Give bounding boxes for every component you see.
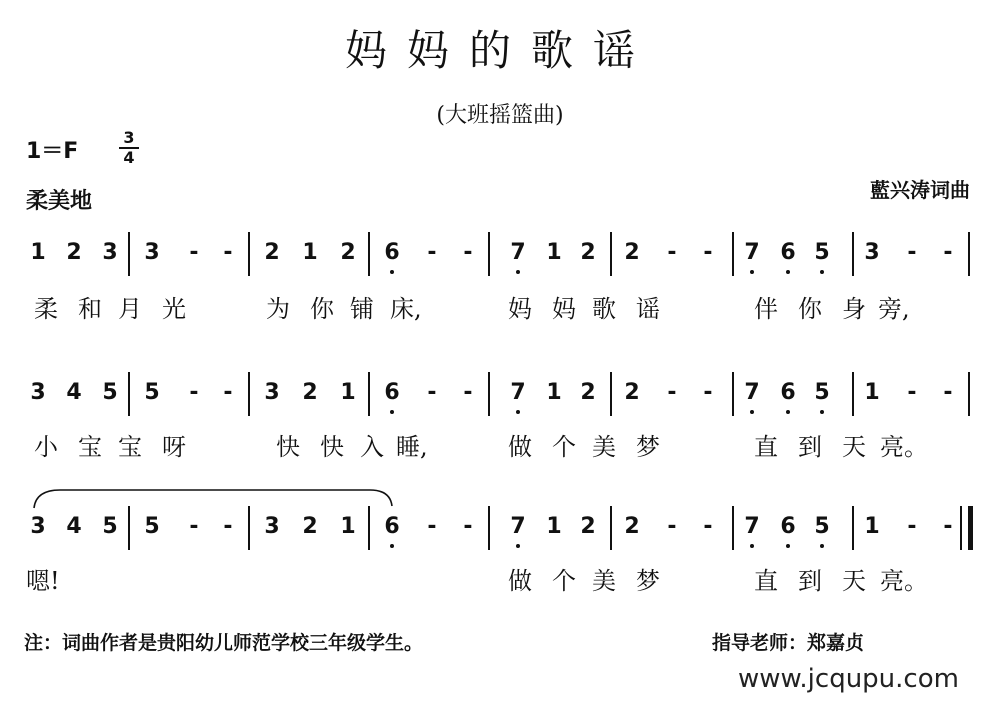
note: 3 [144, 240, 160, 265]
note-dash: - [667, 514, 677, 539]
lyric: 美 [592, 567, 616, 595]
lyric: 做 [508, 433, 532, 461]
note-dash: - [189, 240, 199, 265]
lyric: 小 [34, 433, 58, 461]
barline [610, 372, 612, 416]
note: 5 [102, 514, 118, 539]
lower-octave-dot [390, 544, 394, 548]
note: 4 [66, 380, 82, 405]
note: 5 [102, 380, 118, 405]
note: 3 [264, 380, 280, 405]
note: 2 [580, 514, 596, 539]
note: 2 [580, 380, 596, 405]
lyric: 和 [78, 295, 102, 323]
lower-octave-dot [390, 410, 394, 414]
lower-octave-dot [820, 410, 824, 414]
lyric: 睡, [396, 433, 428, 461]
note: 7 [740, 240, 764, 266]
note-dash: - [427, 514, 437, 539]
note: 2 [66, 240, 82, 265]
lower-octave-dot [786, 270, 790, 274]
lyric: 呀 [162, 433, 186, 461]
lyric: 旁, [878, 295, 910, 323]
barline [368, 506, 370, 550]
lower-octave-dot [516, 270, 520, 274]
note: 7 [506, 240, 530, 266]
barline [368, 372, 370, 416]
final-barline-thick [960, 506, 962, 550]
note: 2 [580, 240, 596, 265]
barline [968, 372, 970, 416]
lyric: 妈 [508, 295, 532, 323]
lyric: 柔 [34, 295, 58, 323]
note: 3 [264, 514, 280, 539]
lower-octave-dot [820, 270, 824, 274]
note-dash: - [943, 240, 953, 265]
barline [610, 506, 612, 550]
note-dash: - [463, 514, 473, 539]
lyric: 嗯! [26, 567, 60, 595]
barline [488, 232, 490, 276]
note: 5 [810, 380, 834, 406]
note: 6 [380, 240, 404, 266]
barline [610, 232, 612, 276]
note: 1 [340, 514, 356, 539]
note: 6 [776, 380, 800, 406]
note-dash: - [427, 380, 437, 405]
lyric: 快 [320, 433, 344, 461]
barline [128, 232, 130, 276]
barline [368, 232, 370, 276]
note-dash: - [703, 240, 713, 265]
note: 5 [810, 514, 834, 540]
lyric: 身 [842, 295, 866, 323]
note-dash: - [703, 514, 713, 539]
lyric: 做 [508, 567, 532, 595]
note: 1 [864, 380, 880, 405]
lower-octave-dot [786, 544, 790, 548]
lyric: 月 [118, 295, 142, 323]
note: 5 [144, 514, 160, 539]
note: 2 [264, 240, 280, 265]
lyric: 天 [842, 433, 866, 461]
teacher-credit: 指导老师：郑嘉贞 [712, 632, 865, 654]
time-signature [116, 130, 142, 166]
note: 7 [506, 514, 530, 540]
barline [852, 506, 854, 550]
note: 6 [380, 380, 404, 406]
lyric: 光 [162, 295, 186, 323]
barline [968, 232, 970, 276]
lower-octave-dot [390, 270, 394, 274]
barline [248, 232, 250, 276]
key-signature: 1＝F [26, 139, 79, 164]
time-signature-bottom: 4 [123, 148, 135, 167]
note: 5 [144, 380, 160, 405]
note: 3 [102, 240, 118, 265]
note: 5 [810, 240, 834, 266]
note-dash: - [189, 514, 199, 539]
barline [852, 372, 854, 416]
barline [732, 506, 734, 550]
lyric: 为 [266, 295, 290, 323]
song-subtitle: (大班摇篮曲) [436, 103, 564, 128]
tempo-marking: 柔美地 [26, 189, 93, 214]
lyric: 妈 [552, 295, 576, 323]
note: 1 [546, 240, 562, 265]
note: 2 [624, 240, 640, 265]
note: 6 [380, 514, 404, 540]
note-dash: - [667, 240, 677, 265]
note-dash: - [223, 380, 233, 405]
lyric: 伴 [754, 295, 778, 323]
note: 7 [740, 380, 764, 406]
barline [852, 232, 854, 276]
note: 2 [302, 514, 318, 539]
lyric: 到 [798, 433, 822, 461]
note-dash: - [943, 380, 953, 405]
song-title: 妈妈的歌谣 [344, 26, 655, 75]
note: 6 [776, 240, 800, 266]
lyric: 你 [310, 295, 334, 323]
lyric: 到 [798, 567, 822, 595]
song-author: 藍兴涛词曲 [870, 178, 970, 202]
lyric: 天 [842, 567, 866, 595]
lyric: 个 [552, 567, 576, 595]
note: 1 [302, 240, 318, 265]
final-barline [968, 506, 973, 550]
lyric: 快 [276, 433, 300, 461]
note: 7 [740, 514, 764, 540]
lyric: 床, [390, 295, 422, 323]
lyric: 直 [754, 433, 778, 461]
note-dash: - [907, 514, 917, 539]
barline [128, 506, 130, 550]
note: 1 [546, 514, 562, 539]
barline [248, 372, 250, 416]
barline [732, 232, 734, 276]
note: 2 [340, 240, 356, 265]
note-dash: - [223, 240, 233, 265]
note-dash: - [667, 380, 677, 405]
barline [488, 372, 490, 416]
lyric: 美 [592, 433, 616, 461]
lyric: 直 [754, 567, 778, 595]
note: 2 [624, 514, 640, 539]
lyric: 亮。 [880, 567, 928, 595]
barline [732, 372, 734, 416]
note: 3 [30, 380, 46, 405]
note: 1 [864, 514, 880, 539]
note-dash: - [943, 514, 953, 539]
note: 6 [776, 514, 800, 540]
barline [128, 372, 130, 416]
footnote: 注：词曲作者是贵阳幼儿师范学校三年级学生。 [24, 632, 424, 654]
lyric: 梦 [636, 567, 660, 595]
slur-curve [34, 490, 392, 508]
lower-octave-dot [516, 410, 520, 414]
note: 1 [30, 240, 46, 265]
note-dash: - [463, 380, 473, 405]
lower-octave-dot [750, 544, 754, 548]
note: 3 [864, 240, 880, 265]
note-dash: - [189, 380, 199, 405]
lyric: 入 [360, 433, 384, 461]
note: 7 [506, 380, 530, 406]
note: 3 [30, 514, 46, 539]
lyric: 歌 [592, 295, 616, 323]
note-dash: - [427, 240, 437, 265]
lower-octave-dot [820, 544, 824, 548]
note-dash: - [463, 240, 473, 265]
note: 1 [340, 380, 356, 405]
note: 2 [302, 380, 318, 405]
lyric: 宝 [118, 433, 142, 461]
lyric: 你 [798, 295, 822, 323]
note-dash: - [907, 380, 917, 405]
note-dash: - [223, 514, 233, 539]
lower-octave-dot [516, 544, 520, 548]
lyric: 铺 [350, 295, 374, 323]
lyric: 梦 [636, 433, 660, 461]
note-dash: - [907, 240, 917, 265]
lower-octave-dot [786, 410, 790, 414]
lower-octave-dot [750, 270, 754, 274]
lower-octave-dot [750, 410, 754, 414]
note: 4 [66, 514, 82, 539]
lyric: 宝 [78, 433, 102, 461]
watermark: www.jcqupu.com [738, 664, 959, 694]
lyric: 亮。 [880, 433, 928, 461]
barline [488, 506, 490, 550]
time-signature-top: 3 [123, 128, 135, 147]
lyric: 个 [552, 433, 576, 461]
note-dash: - [703, 380, 713, 405]
barline [248, 506, 250, 550]
lyric: 谣 [636, 295, 660, 323]
note: 1 [546, 380, 562, 405]
note: 2 [624, 380, 640, 405]
